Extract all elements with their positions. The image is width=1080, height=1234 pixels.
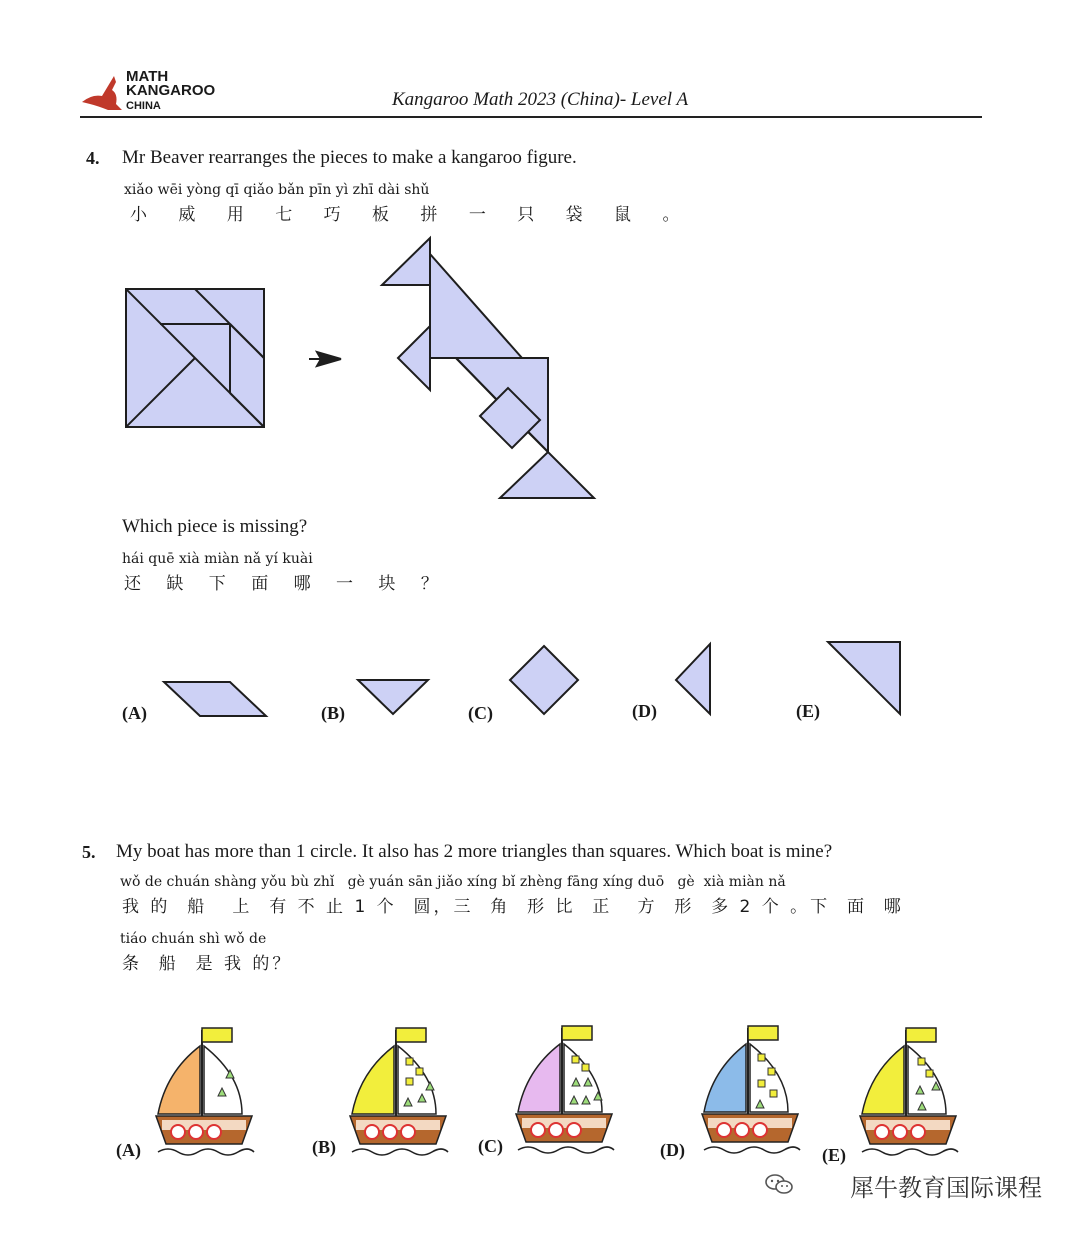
q5-pinyin-line1: wǒ de chuán shàng yǒu bù zhǐ gè yuán sān jiǎo xíng bǐ zhèng fāng xíng duō gè xià miàn nǎ xyxy=(120,874,786,890)
q5-text: My boat has more than 1 circle. It also has 2 more triangles than squares. Which boat is mine? xyxy=(116,841,833,862)
wechat-icon xyxy=(764,1172,794,1196)
kangaroo-logo-icon xyxy=(78,68,126,113)
q5-boat-b[interactable] xyxy=(346,1022,450,1162)
q4-hanzi: 小 威 用 七 巧 板 拼 一 只 袋 鼠 。 xyxy=(130,205,693,225)
right-arrow-icon xyxy=(305,349,345,369)
math-kangaroo-logo xyxy=(78,68,228,113)
q5-option-d-label[interactable]: (D) xyxy=(660,1140,685,1160)
page-title: Kangaroo Math 2023 (China)- Level A xyxy=(392,89,689,110)
q5-option-c-label[interactable]: (C) xyxy=(478,1136,503,1156)
q4-option-e-label[interactable]: (E) xyxy=(796,701,820,721)
q5-boat-e[interactable] xyxy=(856,1022,960,1162)
kangaroo-tangram-figure xyxy=(376,232,602,504)
q5-number: 5. xyxy=(82,842,96,862)
q5-boat-a[interactable] xyxy=(152,1022,256,1162)
logo-china: CHINA xyxy=(126,100,161,112)
q4-pinyin: xiǎo wēi yòng qī qiǎo bǎn pīn yì zhī dài shǔ xyxy=(124,182,430,198)
watermark-text: 犀牛教育国际课程 xyxy=(850,1174,1042,1202)
q4-option-d-triangle[interactable] xyxy=(670,640,716,720)
q5-boat-c[interactable] xyxy=(512,1020,616,1160)
q4-number: 4. xyxy=(86,148,100,168)
q4-question-pinyin: hái quē xià miàn nǎ yí kuài xyxy=(122,551,313,567)
q4-option-a-parallelogram[interactable] xyxy=(158,678,272,720)
q4-option-b-triangle[interactable] xyxy=(354,676,432,720)
q5-hanzi-line1: 我 的 船 上 有 不 止 1 个 圆，三 角 形 比 正 方 形 多 2 个 。下 面 哪 xyxy=(122,897,904,917)
tangram-square-figure xyxy=(120,284,270,430)
q5-option-b-label[interactable]: (B) xyxy=(312,1137,336,1157)
q4-option-c-label[interactable]: (C) xyxy=(468,703,493,723)
header-rule xyxy=(80,116,982,118)
q5-option-e-label[interactable]: (E) xyxy=(822,1145,846,1165)
q4-question: Which piece is missing? xyxy=(122,516,308,537)
q5-boat-d[interactable] xyxy=(698,1020,802,1160)
q4-option-c-square[interactable] xyxy=(506,642,582,718)
q5-hanzi-line2: 条 船 是 我 的？ xyxy=(122,954,293,974)
q4-option-a-label[interactable]: (A) xyxy=(122,703,147,723)
q5-pinyin-line2: tiáo chuán shì wǒ de xyxy=(120,931,267,947)
logo-kangaroo: KANGAROO xyxy=(126,82,216,99)
q4-option-d-label[interactable]: (D) xyxy=(632,701,657,721)
q4-option-b-label[interactable]: (B) xyxy=(321,703,345,723)
q4-question-hanzi: 还 缺 下 面 哪 一 块 ？ xyxy=(124,574,448,594)
q5-option-a-label[interactable]: (A) xyxy=(116,1140,141,1160)
q4-text: Mr Beaver rearranges the pieces to make a kangaroo figure. xyxy=(122,147,577,168)
q4-option-e-triangle[interactable] xyxy=(822,638,906,720)
logo-math: MATH xyxy=(126,68,169,85)
